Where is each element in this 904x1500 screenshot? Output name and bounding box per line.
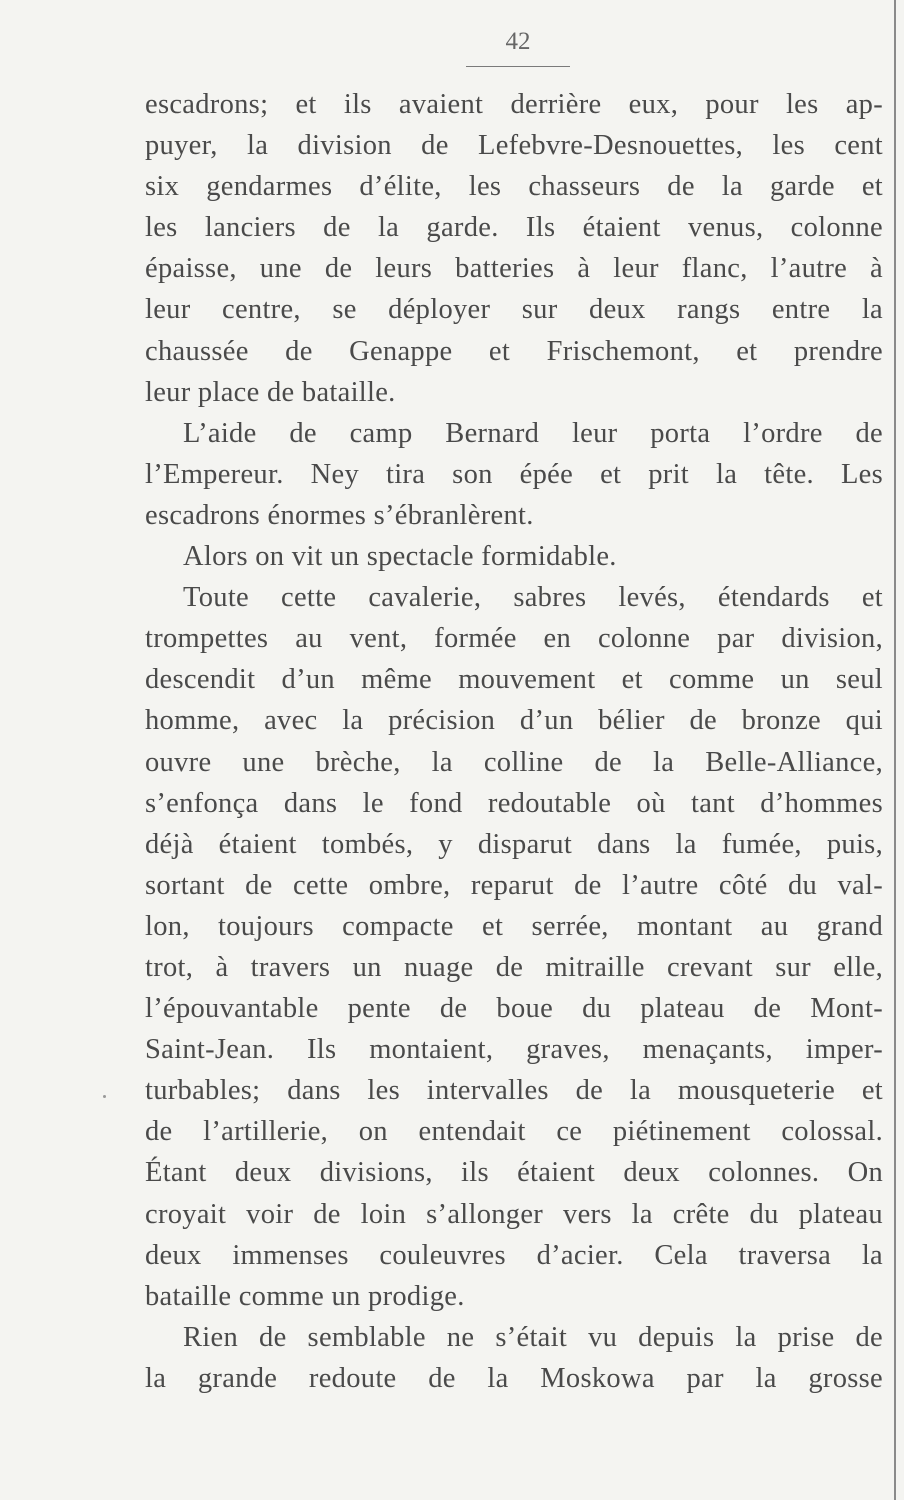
text-line: Alors on vit un spectacle formidable. [183, 541, 617, 573]
text-line: deux immenses couleuvres d’acier. Cela traversa la [145, 1239, 883, 1271]
text-line: six gendarmes d’élite, les chasseurs de la garde et [145, 171, 883, 203]
text-line: leur place de bataille. [145, 376, 396, 408]
text-line: déjà étaient tombés, y disparut dans la fumée, puis, [145, 828, 883, 860]
page-number: 42 [505, 28, 531, 55]
text-line: trot, à travers un nuage de mitraille crevant sur elle, [145, 951, 883, 983]
text-line: Toute cette cavalerie, sabres levés, étendards et [183, 582, 883, 614]
text-line: L’aide de camp Bernard leur porta l’ordre de [183, 417, 883, 449]
text-line: descendit d’un même mouvement et comme un seul [145, 664, 883, 696]
text-line: leur centre, se déployer sur deux rangs entre la [145, 294, 883, 326]
text-line: de l’artillerie, on entendait ce piétinement colossal. [145, 1116, 883, 1148]
margin-mark [103, 1095, 106, 1098]
text-line: l’épouvantable pente de boue du plateau de Mont- [145, 993, 883, 1025]
text-line: trompettes au vent, formée en colonne par division, [145, 623, 883, 655]
text-line: Étant deux divisions, ils étaient deux colonnes. On [145, 1157, 883, 1189]
header-rule [466, 66, 570, 67]
body-text [145, 84, 883, 1399]
text-line: la grande redoute de la Moskowa par la grosse [145, 1362, 883, 1394]
page-header [466, 28, 570, 56]
text-line: bataille comme un prodige. [145, 1280, 465, 1312]
text-line: escadrons; et ils avaient derrière eux, pour les ap- [145, 89, 883, 120]
text-line: Rien de semblable ne s’était vu depuis la prise de [183, 1321, 883, 1353]
text-line: épaisse, une de leurs batteries à leur flanc, l’autre à [145, 253, 883, 285]
text-line: chaussée de Genappe et Frischemont, et prendre [145, 335, 883, 367]
page-edge-line [894, 0, 896, 1500]
text-line: Saint-Jean. Ils montaient, graves, menaçants, imper- [145, 1034, 883, 1066]
text-line: l’Empereur. Ney tira son épée et prit la tête. Les [145, 458, 883, 490]
text-line: s’enfonça dans le fond redoutable où tant d’hommes [145, 787, 883, 819]
text-line: sortant de cette ombre, reparut de l’autre côté du val- [145, 869, 883, 901]
text-line: puyer, la division de Lefebvre-Desnouettes, les cent [145, 130, 883, 162]
text-line: les lanciers de la garde. Ils étaient venus, colonne [145, 212, 883, 244]
text-line: croyait voir de loin s’allonger vers la crête du plateau [145, 1198, 883, 1230]
text-line: lon, toujours compacte et serrée, montant au grand [145, 910, 883, 942]
text-line: ouvre une brèche, la colline de la Belle-Alliance, [145, 746, 883, 778]
text-line: homme, avec la précision d’un bélier de bronze qui [145, 705, 883, 737]
text-line: escadrons énormes s’ébranlèrent. [145, 499, 534, 531]
text-line: turbables; dans les intervalles de la mousqueterie et [145, 1075, 883, 1107]
